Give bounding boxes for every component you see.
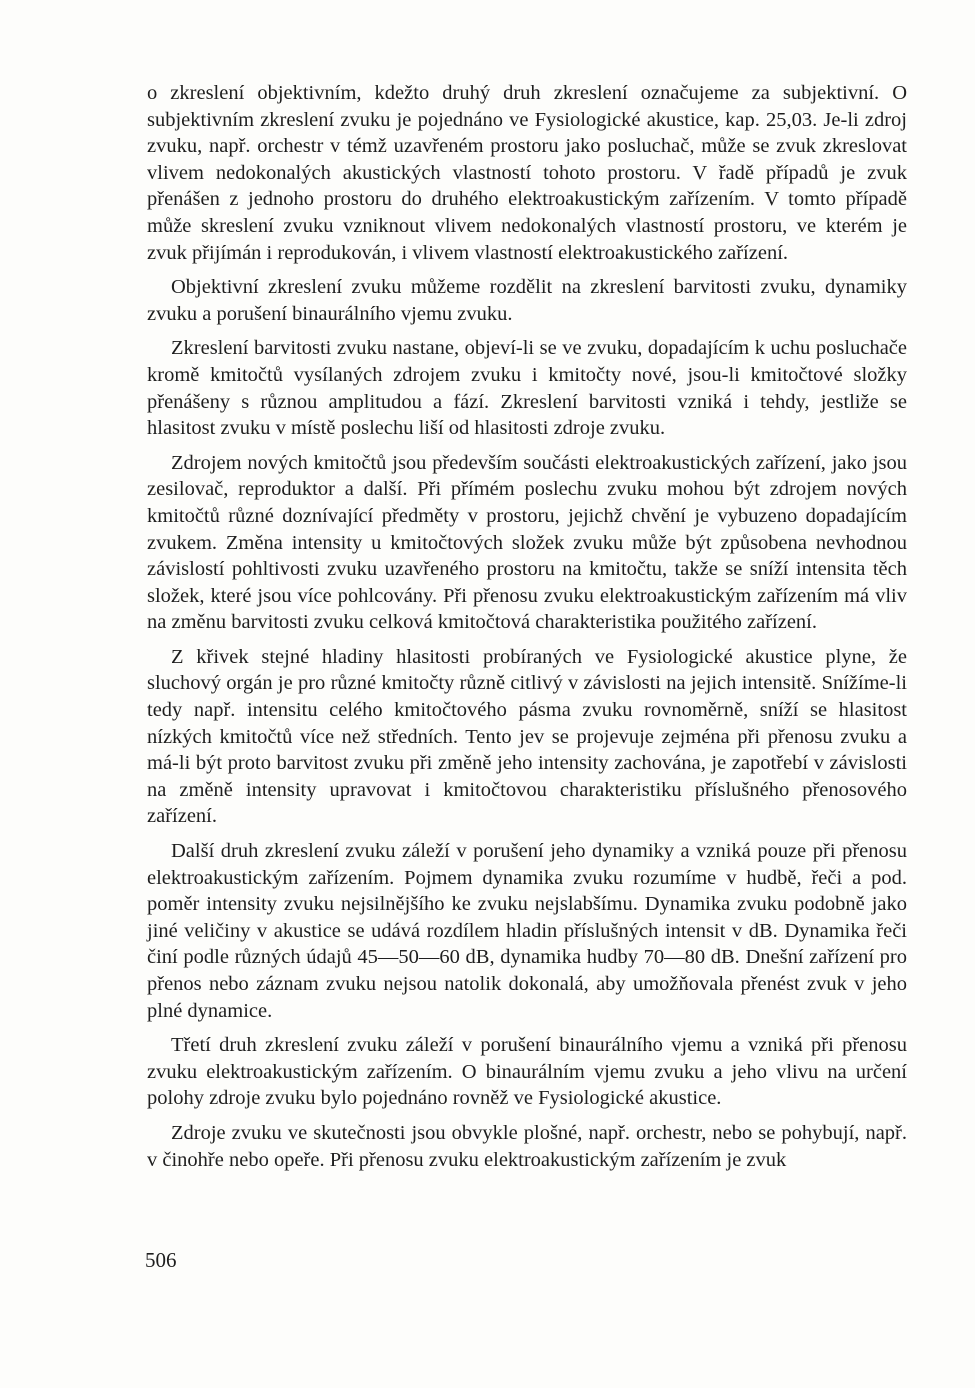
paragraph: Zdrojem nových kmitočtů jsou především součásti elektroakustických zařízení, jako jsou zesilovač, reproduktor a další. Při přímém poslechu zvuku mohou být zdrojem nových kmitočtů různé doznívající předměty v prostoru, jejichž chvění je vybuzeno dopadajícím zvukem. Změna intensity u kmitočtových složek zvuku může být způsobena nevhodnou závislostí pohltivosti zvuku uzavřeného prostoru na kmitočtu, takže se sníží intensita těch složek, které jsou více pohlcovány. Při přenosu zvuku elektroakustickým zařízením má vliv na změnu barvitosti zvuku celková kmitočtová charakteristika použitého zařízení. bbox=[147, 451, 907, 634]
paragraph: o zkreslení objektivním, kdežto druhý druh zkreslení označujeme za subjektivní. O subjektivním zkreslení zvuku je pojednáno ve Fysiologické akustice, kap. 25,03. Je-li zdroj zvuku, např. orchestr v témž uzavřeném prostoru jako posluchač, může se zvuk zkreslovat vlivem nedokonalých akustických vlastností tohoto prostoru. V řadě případů je zvuk přenášen z jednoho prostoru do druhého elektroakustickým zařízením. V tomto případě může skreslení zvuku vzniknout vlivem nedokonalých vlastností prostoru, ve kterém je zvuk přijímán i reprodukován, i vlivem vlastností elektroakustického zařízení. bbox=[147, 82, 907, 264]
paragraph: Další druh zkreslení zvuku záleží v porušení jeho dynamiky a vzniká pouze při přenosu elektroakustickým zařízením. Pojmem dynamika zvuku rozumíme v hudbě, řeči a pod. poměr intensity zvuku nejsilnějšího ke zvuku nejslabšímu. Dynamika zvuku podobně jako jiné veličiny v akustice se udává rozdílem hladin příslušných intensit v dB. Dynamika řeči činí podle různých údajů 45—50—60 dB, dynamika hudby 70—80 dB. Dnešní zařízení pro přenos nebo záznam zvuku nejsou natolik dokonalá, aby umožňovala přenést zvuk v jeho plné dynamice. bbox=[147, 840, 907, 1022]
paragraph: Zdroje zvuku ve skutečnosti jsou obvykle plošné, např. orchestr, nebo se pohybují, např. v činohře nebo opeře. Při přenosu zvuku elektroakustickým zařízením je zvuk bbox=[147, 1121, 907, 1171]
paragraph: Objektivní zkreslení zvuku můžeme rozdělit na zkreslení barvitosti zvuku, dynamiky zvuku a porušení binaurálního vjemu zvuku. bbox=[147, 276, 907, 325]
paragraph: Z křivek stejné hladiny hlasitosti probíraných ve Fysiologické akustice plyne, že sluchový orgán je pro různé kmitočty různě citlivý v závislosti na jejich intensitě. Snížíme-li tedy např. intensitu celého kmitočtového pásma zvuku rovnoměrně, sníží se hlasitost nízkých kmitočtů více než středních. Tento jev se projevuje zejména při přenosu zvuku a má-li být proto barvitost zvuku při změně jeho intensity zachována, je zapotřebí v závislosti na změně intensity upravovat i kmitočtovou charakteristiku příslušného přenosového zařízení. bbox=[147, 645, 907, 828]
page-number: 506 bbox=[145, 1248, 177, 1272]
paragraph: Třetí druh zkreslení zvuku záleží v porušení binaurálního vjemu a vzniká při přenosu zvuku elektroakustickým zařízením. O binaurálním vjemu zvuku a jeho vlivu na určení polohy zdroje zvuku bylo pojednáno rovněž ve Fysiologické akustice. bbox=[147, 1034, 907, 1110]
paragraph: Zkreslení barvitosti zvuku nastane, objeví-li se ve zvuku, dopadajícím k uchu posluchače kromě kmitočtů vysílaných zdrojem zvuku i kmitočty nové, jsou-li kmitočtové složky přenášeny s různou amplitudou a fází. Zkreslení barvitosti vzniká i tehdy, jestliže se hlasitost zvuku v místě poslechu liší od hlasitosti zdroje zvuku. bbox=[147, 337, 907, 440]
body-text bbox=[147, 80, 907, 1181]
